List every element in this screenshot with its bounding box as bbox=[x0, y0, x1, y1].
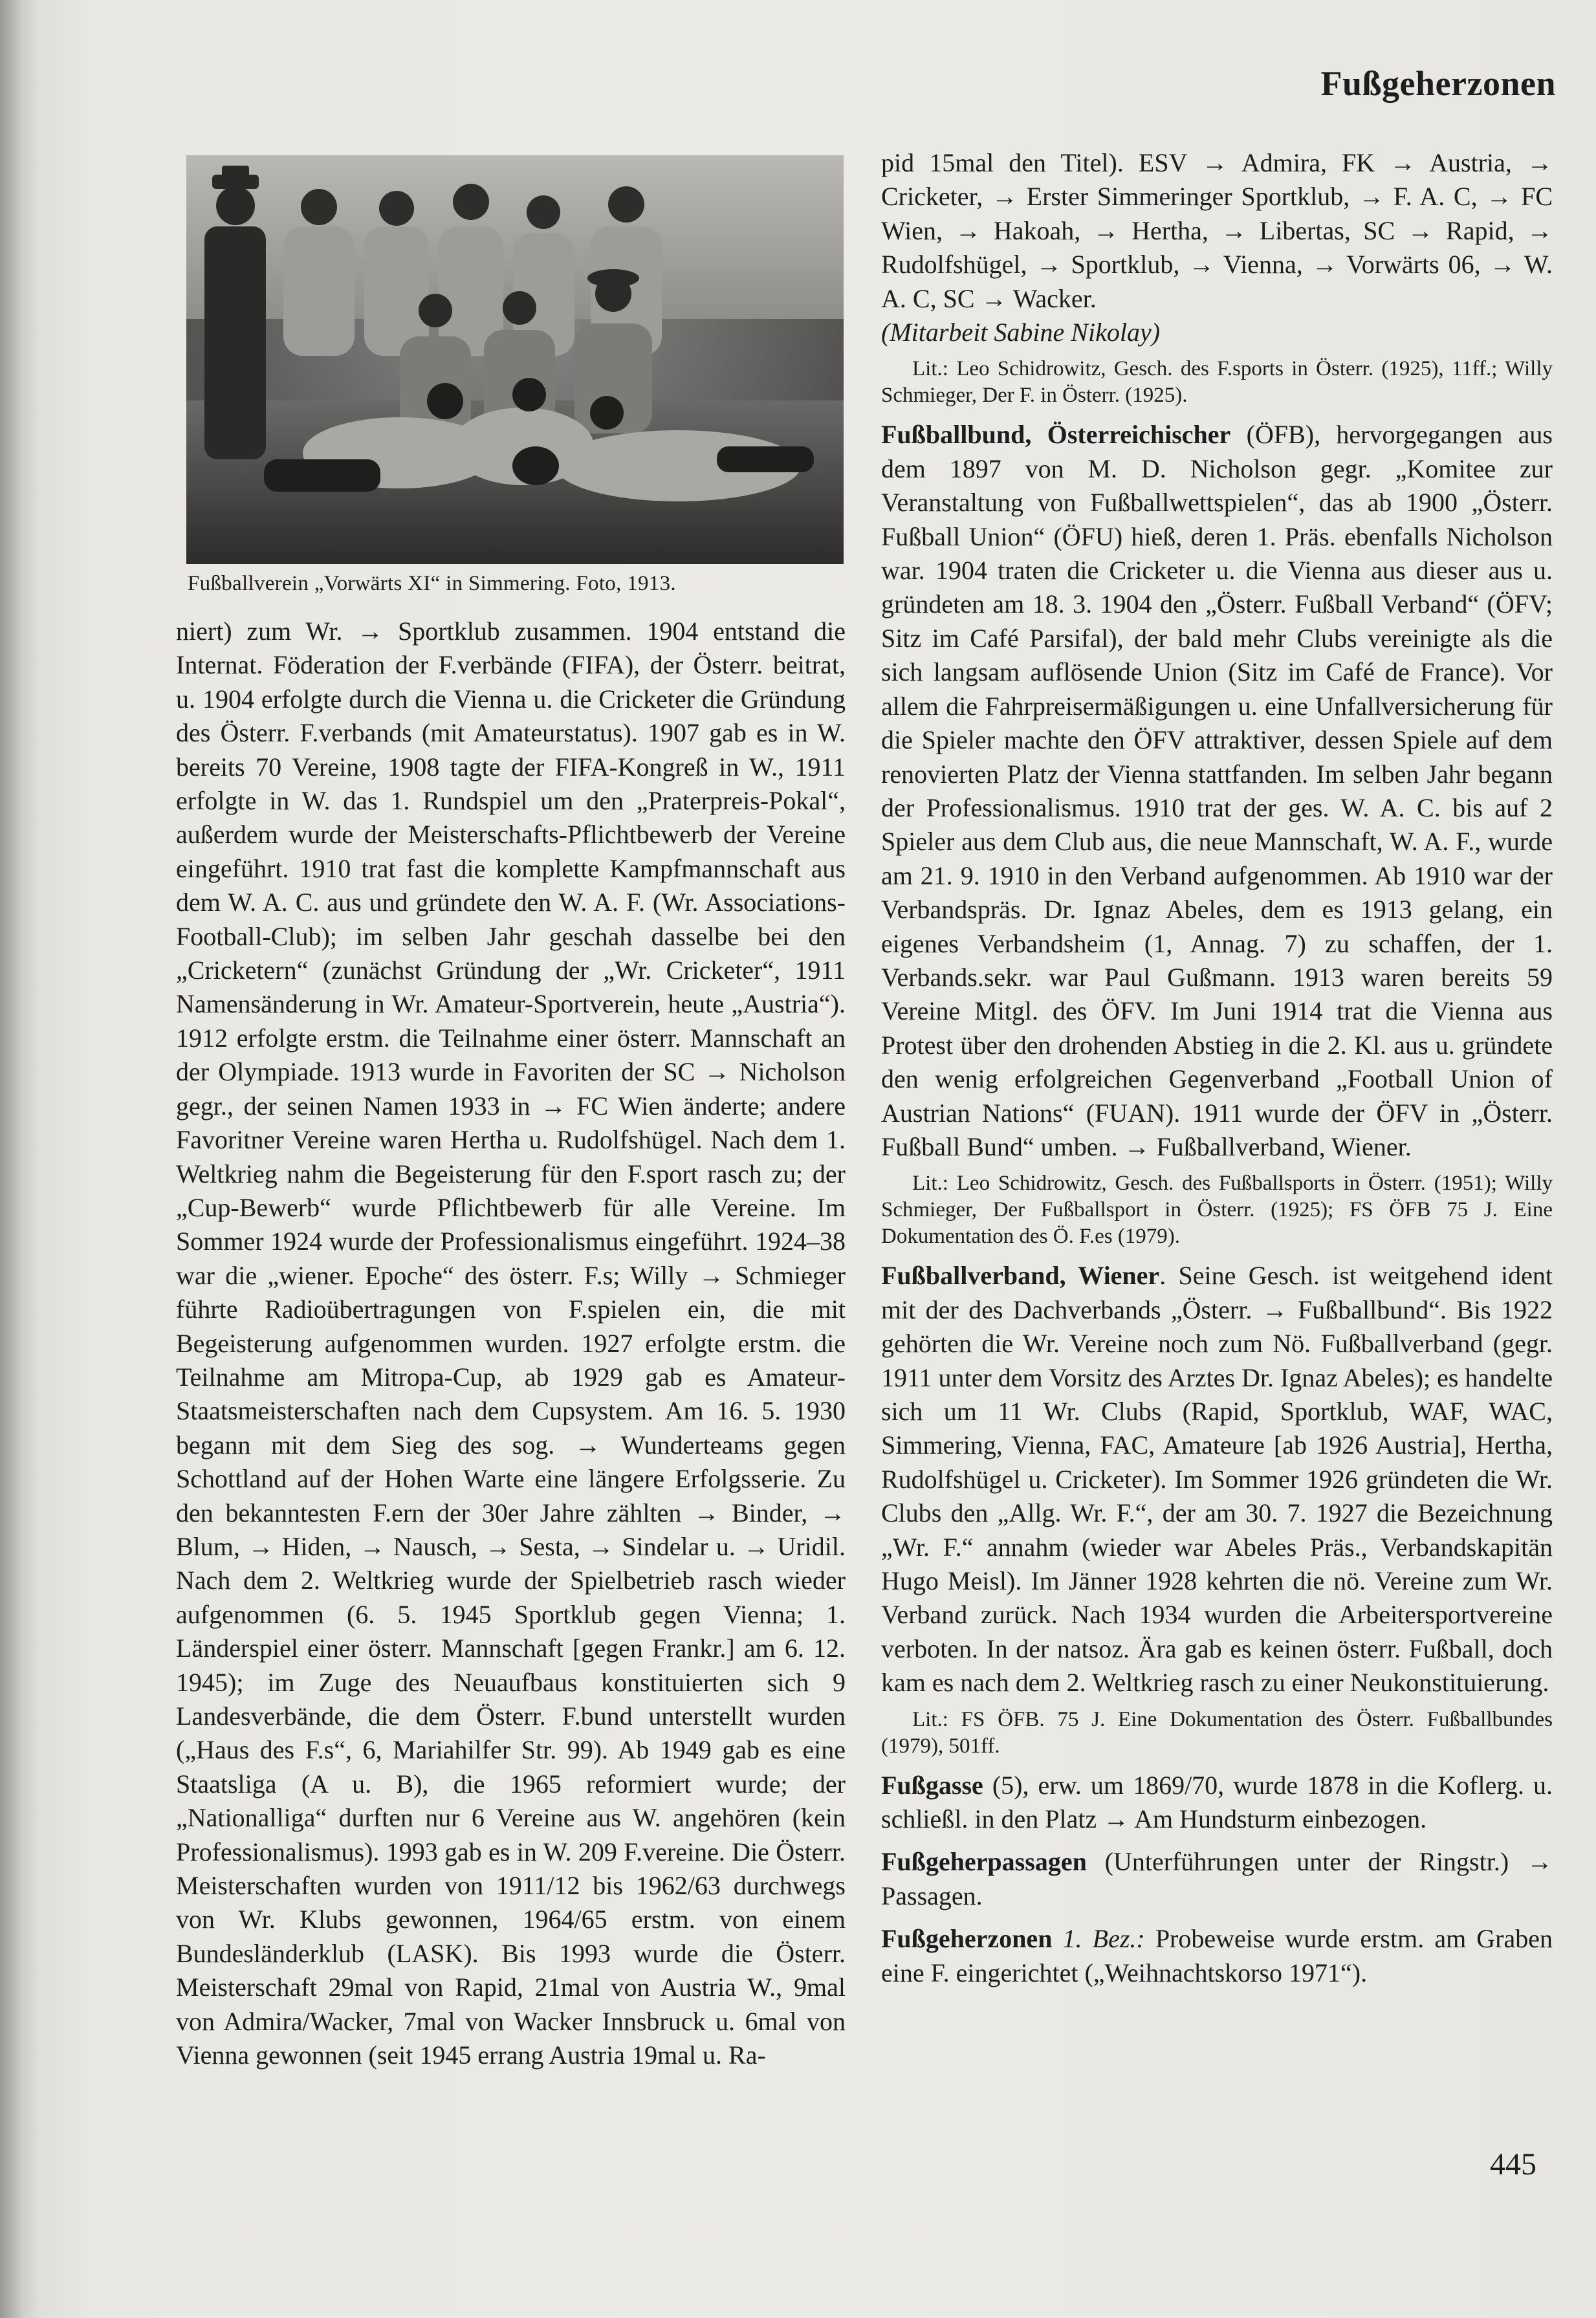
entry-fussballbund-text: (ÖFB), hervorgegangen aus dem 1897 von M. D. Nicholson gegr. „Komitee zur Veranstaltung von Fußballwettspielen“, das ab 1900 „Österr. Fußball Union“ (ÖFU) hieß, deren 1. Präs. ebenfalls Nicholson war. 1904 traten die Cricketer u. die Vienna aus dieser aus u. gründeten am 18. 3. 1904 den „Österr. Fußball Verband“ (ÖFV; Sitz im Café Parsifal), der bald mehr Clubs vereinigte als die sich langsam auflösende Union (Sitz im Café de France). Vor allem die Fahrpreisermäßigungen u. eine Unfallversicherung für die Spieler machte den ÖFV attraktiver, dessen Spiele auf dem renovierten Platz der Vienna stattfanden. Im selben Jahr begann der Professionalismus. 1910 trat der ges. W. A. C. bis auf 2 Spieler aus dem Club aus, die neue Mannschaft, W. A. F., wurde am 21. 9. 1910 in den Verband aufgenommen. Ab 1910 war der Verbandspräs. Dr. Ignaz Abeles, dem es 1913 gelang, ein eigenes Verbandsheim (1, Annag. 7) zu schaffen, der 1. Verbands.sekr. war Paul Gußmann. 1913 waren bereits 59 Vereine Mitgl. des ÖFV. Im Juni 1914 trat die Vienna aus Protest über den drohenden Abstieg in die 2. Kl. aus u. gründete den wenig erfolgreichen Gegenverband „Football Union of Austrian Nations“ (FUAN). 1911 wurde der ÖFV in „Österr. Fußball Bund“ umben. → Fußballverband, Wiener. bbox=[881, 420, 1553, 1161]
photo-caption: Fußballverein „Vorwärts XI“ in Simmering. Foto, 1913. bbox=[188, 572, 676, 595]
literature-note-2: Lit.: Leo Schidrowitz, Gesch. des Fußballsports in Österr. (1951); Willy Schmieger, Der Fußballsport in Österr. (1925); FS ÖFB 75 J. Eine Dokumentation des Ö. F.es (1979). bbox=[881, 1172, 1553, 1249]
left-column bbox=[176, 615, 846, 2072]
entry-fussgeherzonen-label: 1. Bez.: bbox=[1052, 1924, 1145, 1954]
entry-fussgeherzonen bbox=[881, 1922, 1553, 1990]
entry-fussgeherpassagen bbox=[881, 1845, 1553, 1913]
entry-fussgasse-text: (5), erw. um 1869/70, wurde 1878 in die Koflerg. u. schließl. in den Platz → Am Hundsturm einbezogen. bbox=[881, 1770, 1553, 1834]
left-column-text: niert) zum Wr. → Sportklub zusammen. 1904 entstand die Internat. Föderation der F.verbände (FIFA), der Österr. beitrat, u. 1904 erfolgte durch die Vienna u. die Cricketer die Gründung des Österr. F.verbands (mit Amateurstatus). 1907 gab es in W. bereits 70 Vereine, 1908 tagte der FIFA-Kongreß in W., 1911 erfolgte in W. das 1. Rundspiel um den „Praterpreis-Pokal“, außerdem wurde der Meisterschafts-Pflichtbewerb der Vereine eingeführt. 1910 trat fast die komplette Kampfmannschaft aus dem W. A. C. aus und gründete den W. A. F. (Wr. Associations-Football-Club); im selben Jahr geschah dasselbe bei den „Cricketern“ (zunächst Gründung der „Wr. Cricketer“, 1911 Namensänderung in Wr. Amateur-Sportverein, heute „Austria“). 1912 erfolgte erstm. die Teilnahme einer österr. Mannschaft an der Olympiade. 1913 wurde in Favoriten der SC → Nicholson gegr., der seinen Namen 1933 in → FC Wien änderte; andere Favoritner Vereine waren Hertha u. Rudolfshügel. Nach dem 1. Weltkrieg nahm die Begeisterung für den F.sport rasch zu; der „Cup-Bewerb“ wurde Pflichtbewerb für alle Vereine. Im Sommer 1924 wurde der Professionalismus eingeführt. 1924–38 war die „wiener. Epoche“ des österr. F.s; Willy → Schmieger führte Radioübertragungen von F.spielen ein, die mit Begeisterung aufgenommen wurden. 1927 erfolgte erstm. die Teilnahme am Mitropa-Cup, ab 1929 gab es Amateur-Staatsmeisterschaften nach dem Cupsystem. Am 16. 5. 1930 begann mit dem Sieg des sog. → Wunderteams gegen Schottland auf der Hohen Warte eine längere Erfolgsserie. Zu den bekanntesten F.ern der 30er Jahre zählten → Binder, → Blum, → Hiden, → Nausch, → Sesta, → Sindelar u. → Uridil. Nach dem 2. Weltkrieg wurde der Spielbetrieb rasch wieder aufgenommen (6. 5. 1945 Sportklub gegen Vienna; 1. Länderspiel einer österr. Mannschaft [gegen Frankr.] am 6. 12. 1945); im Zuge des Neuaufbaus konstituierten sich 9 Landesverbände, die dem Österr. F.bund unterstellt wurden („Haus des F.s“, 6, Mariahilfer Str. 99). Ab 1949 gab es eine Staatsliga (A u. B), die 1965 reformiert wurde; der „Nationalliga“ durften nur 6 Vereine aus W. angehören (kein Professionalismus). 1993 gab es in W. 209 F.vereine. Die Österr. Meisterschaften wurden von 1911/12 bis 1962/63 durchwegs von Wr. Klubs gewonnen, 1964/65 erstm. von einem Bundesländerklub (LASK). Bis 1993 wurde die Österr. Meisterschaft 29mal von Rapid, 21mal von Austria W., 9mal von Admira/Wacker, 7mal von Wacker Innsbruck u. 6mal von Vienna gewonnen (seit 1945 errang Austria 19mal u. Ra- bbox=[176, 617, 846, 2070]
lemma-fussgeherpassagen: Fußgeherpassagen bbox=[881, 1847, 1087, 1877]
entry-fussballbund bbox=[881, 418, 1553, 1164]
entry-fussgeherzonen-text: Probeweise wurde erstm. am Graben eine F. eingerichtet („Weihnachtskorso 1971“). bbox=[881, 1924, 1553, 1987]
entry-fussgeherpassagen-text: (Unterführungen unter der Ringstr.) → Passagen. bbox=[881, 1847, 1553, 1910]
lemma-fussgeherzonen: Fußgeherzonen bbox=[881, 1924, 1053, 1954]
entry-fussballverband-text: . Seine Gesch. ist weitgehend ident mit der des Dachverbands „Österr. → Fußballbund“. Bis 1922 gehörten die Wr. Vereine noch zum Nö. Fußballverband (gegr. 1911 unter dem Vorsitz des Arztes Dr. Ignaz Abeles); es handelte sich um 11 Wr. Clubs (Rapid, Sportklub, WAF, WAC, Simmering, Vienna, FAC, Amateure [ab 1926 Austria], Hertha, Rudolfshügel u. Cricketer). Im Sommer 1926 gründeten die Wr. Clubs den „Allg. Wr. F.“, der am 30. 7. 1927 die Bezeichnung „Wr. F.“ annahm (wieder war Abeles Präs., Verbandskapitän Hugo Meisl). Im Jänner 1928 kehrten die nö. Vereine zum Wr. Verband zurück. Nach 1934 wurden die Arbeitersportvereine verboten. In der natsoz. Ära gab es keinen österr. Fußball, doch kam es nach dem 2. Weltkrieg rasch zu einer Neukonstituierung. bbox=[881, 1261, 1553, 1698]
continuation-text: pid 15mal den Titel). ESV → Admira, FK → Austria, → Cricketer, → Erster Simmeringer Sportklub, → F. A. C, → FC Wien, → Hakoah, → Hertha, → Libertas, SC → Rapid, → Rudolfshügel, → Sportklub, → Vienna, → Vorwärts 06, → W. A. C, SC → Wacker. bbox=[881, 148, 1553, 313]
page-number: 445 bbox=[1490, 2147, 1536, 2181]
entry-fussballverband bbox=[881, 1259, 1553, 1700]
lemma-fussgasse: Fußgasse bbox=[881, 1770, 983, 1800]
literature-note-1: Lit.: Leo Schidrowitz, Gesch. des F.sports in Österr. (1925), 11ff.; Willy Schmieger, Der F. in Österr. (1925). bbox=[881, 357, 1553, 408]
running-head: Fußgeherzonen bbox=[1320, 64, 1556, 103]
author-signature: (Mitarbeit Sabine Nikolay) bbox=[881, 318, 1161, 347]
team-photo bbox=[186, 155, 844, 564]
right-column bbox=[881, 146, 1553, 1990]
gutter-shadow bbox=[0, 0, 39, 2318]
lemma-fussballbund: Fußballbund, Österreichischer bbox=[881, 420, 1231, 450]
literature-note-3: Lit.: FS ÖFB. 75 J. Eine Dokumentation des Österr. Fußballbundes (1979), 501ff. bbox=[881, 1707, 1553, 1758]
lemma-fussballverband: Fußballverband, Wiener bbox=[881, 1261, 1160, 1291]
team-photo-figures bbox=[186, 155, 844, 564]
entry-fussgasse bbox=[881, 1769, 1553, 1837]
